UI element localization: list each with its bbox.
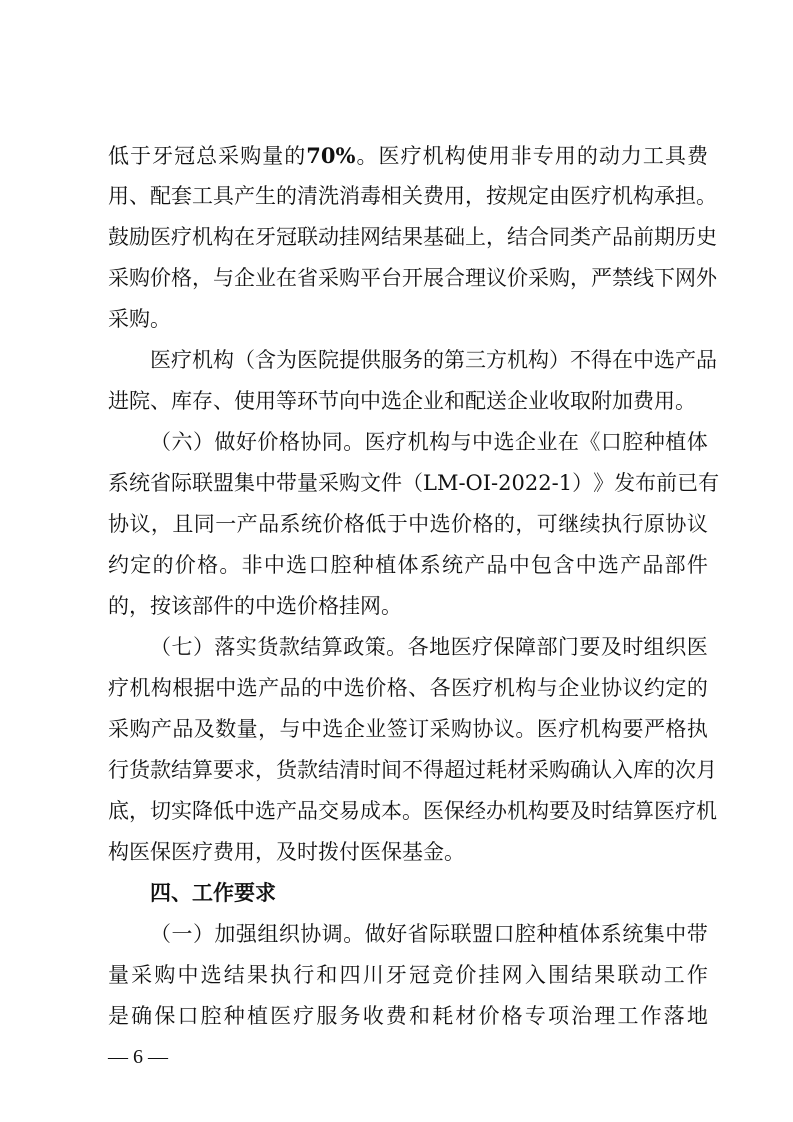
body-text-line: 构 医 保 医 疗 费 用 ， 及 时 拨 付 医 保 基 金 。 [108,840,465,864]
body-text-line: 疗 机 构 根 据 中 选 产 品 的 中 选 价 格 、 各 医 疗 机 构 与 企 业 协 议 约 定 的 [108,676,708,700]
page-number: — 6 — [108,1046,168,1068]
section-heading-work-requirements: 四 、 工 作 要 求 [150,881,276,905]
body-text-line: 采 购 。 [108,307,171,331]
subsection-one-heading-line: （ 一 ） 加 强 组 织 协 调 。 做 好 省 际 联 盟 口 腔 种 植 体 系 统 集 中 带 [150,922,708,946]
body-text-line: 鼓 励 医 疗 机 构 在 牙 冠 联 动 挂 网 结 果 基 础 上 ， 结 合 同 类 产 品 前 期 历 史 [108,225,717,249]
section-seven-heading-line: （ 七 ） 落 实 货 款 结 算 政 策 。 各 地 医 疗 保 障 部 门 要 及 时 组 织 医 [150,635,708,659]
body-text-line: 系 统 省 际 联 盟 集 中 带 量 采 购 文 件 （ LM-OI-2022-1 ） 》 发 布 前 已 有 [108,471,720,495]
body-text-line: 的 ， 按 该 部 件 的 中 选 价 格 挂 网 。 [108,594,402,618]
body-text-line: 行 货 款 结 算 要 求 ， 货 款 结 清 时 间 不 得 超 过 耗 材 采 购 确 认 入 库 的 次 月 [108,758,717,782]
body-text-line: 进 院 、 库 存 、 使 用 等 环 节 向 中 选 企 业 和 配 送 企 业 收 取 附 加 费 用 。 [108,389,696,413]
body-text-line: 低 于 牙 冠 总 采 购 量 的 70% 。 医 疗 机 构 使 用 非 专 用 的 动 力 工 具 费 [108,143,708,168]
paragraph-first-line: 医 疗 机 构 （ 含 为 医 院 提 供 服 务 的 第 三 方 机 构 ） 不 得 在 中 选 产 品 [150,348,717,372]
body-text-line: 采 购 产 品 及 数 量 ， 与 中 选 企 业 签 订 采 购 协 议 。 医 疗 机 构 要 严 格 执 [108,717,708,741]
body-text-line: 采 购 价 格 ， 与 企 业 在 省 采 购 平 台 开 展 合 理 议 价 采 购 ， 严 禁 线 下 网 外 [108,266,717,290]
body-text-line: 协 议 ， 且 同 一 产 品 系 统 价 格 低 于 中 选 价 格 的 ， 可 继 续 执 行 原 协 议 [108,512,708,536]
body-text-line: 量 采 购 中 选 结 果 执 行 和 四 川 牙 冠 竞 价 挂 网 入 围 结 果 联 动 工 作 [108,963,708,987]
body-text-line: 底 ， 切 实 降 低 中 选 产 品 交 易 成 本 。 医 保 经 办 机 构 要 及 时 结 算 医 疗 机 [108,799,717,823]
section-six-heading-line: （ 六 ） 做 好 价 格 协 同 。 医 疗 机 构 与 中 选 企 业 在 《 口 腔 种 植 体 [150,430,708,454]
body-text-line: 约 定 的 价 格 。 非 中 选 口 腔 种 植 体 系 统 产 品 中 包 含 中 选 产 品 部 件 [108,553,708,577]
body-text-line: 是 确 保 口 腔 种 植 医 疗 服 务 收 费 和 耗 材 价 格 专 项 治 理 工 作 落 地 [108,1004,708,1028]
body-text-line: 用 、 配 套 工 具 产 生 的 清 洗 消 毒 相 关 费 用 ， 按 规 定 由 医 疗 机 构 承 担 。 [108,184,717,208]
